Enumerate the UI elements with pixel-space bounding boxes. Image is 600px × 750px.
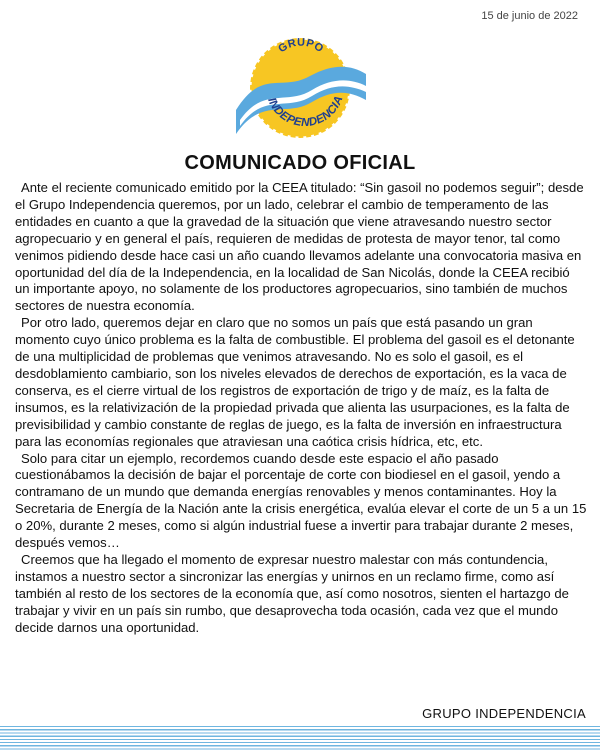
footer-stripes bbox=[0, 724, 600, 750]
communique-body bbox=[15, 180, 587, 636]
logo-top-text: GRUPO bbox=[276, 36, 326, 56]
document-date: 15 de junio de 2022 bbox=[481, 10, 578, 22]
paragraph: Creemos que ha llegado el momento de expresar nuestro malestar con más contundencia, instamos a nuestro sector a sincronizar las energías y unirnos en un reclamo firme, como así también al resto de los sectores de la economía que, así como nosotros, sienten el hartazgo de trabajar y vivir en un país sin rumbo, que desaprovecha toda ocasión, cada vez que el mundo decide darnos una oportunidad. bbox=[15, 551, 569, 635]
signature: GRUPO INDEPENDENCIA bbox=[422, 706, 586, 721]
paragraph: Por otro lado, queremos dejar en claro que no somos un país que está pasando un gran momento cuyo único problema es la falta de combustible. El problema del gasoil es el detonante de una multiplicidad de problemas que venimos atravesando. No es solo el gasoil, es el desdoblamiento cambiario, son los niveles elevados de derechos de exportación, es la vaca de conserva, es el cierre virtual de los registros de exportación de trigo y de maíz, es la falta de insumos, es la relativización de la propiedad privada que alienta las usurpaciones, es la falta de previsibilidad y cambio constante de reglas de juego, es la falta de inversión en infraestructura para las economías regionales que atraviesan una caótica crisis hídrica, etc, etc. bbox=[15, 315, 575, 449]
page-title: COMUNICADO OFICIAL bbox=[184, 152, 416, 174]
paragraph: Solo para citar un ejemplo, recordemos cuando desde este espacio el año pasado cuestionábamos la decisión de bajar el porcentaje de corte con biodiesel en el gasoil, yendo a contramano de un mundo que demanda energías renovables y menos contaminantes. Hoy la Secretaria de Energía de la Nación ante la crisis energética, evalúa elevar el corte de un 5 a un 15 o 20%, durante 2 meses, como si algún industrial fuese a invertir para trabajar durante 2 meses, después vemos… bbox=[15, 450, 587, 551]
paragraph: Ante el reciente comunicado emitido por la CEEA titulado: “Sin gasoil no podemos seguir”; desde el Grupo Independencia queremos, por un lado, celebrar el cambio de temperamento de las entidades en cuanto a que la gravedad de la situación que viene atravesando nuestro sector agropecuario y en general el país, requieren de medidas de protesta de mayor tenor, tal como venimos pidiendo desde hace casi un año cuando llevamos adelante una convocatoria masiva en oportunidad del día de la Independencia, en la localidad de San Nicolás, donde la CEEA recibió un importante apoyo, no solamente de los productores agropecuarios, sino también de muchos sectores de nuestra economía. bbox=[15, 180, 584, 314]
logo-emblem bbox=[232, 28, 368, 146]
logo-bottom-text: INDEPENDENCIA bbox=[265, 94, 346, 130]
grupo-independencia-logo bbox=[232, 28, 368, 146]
